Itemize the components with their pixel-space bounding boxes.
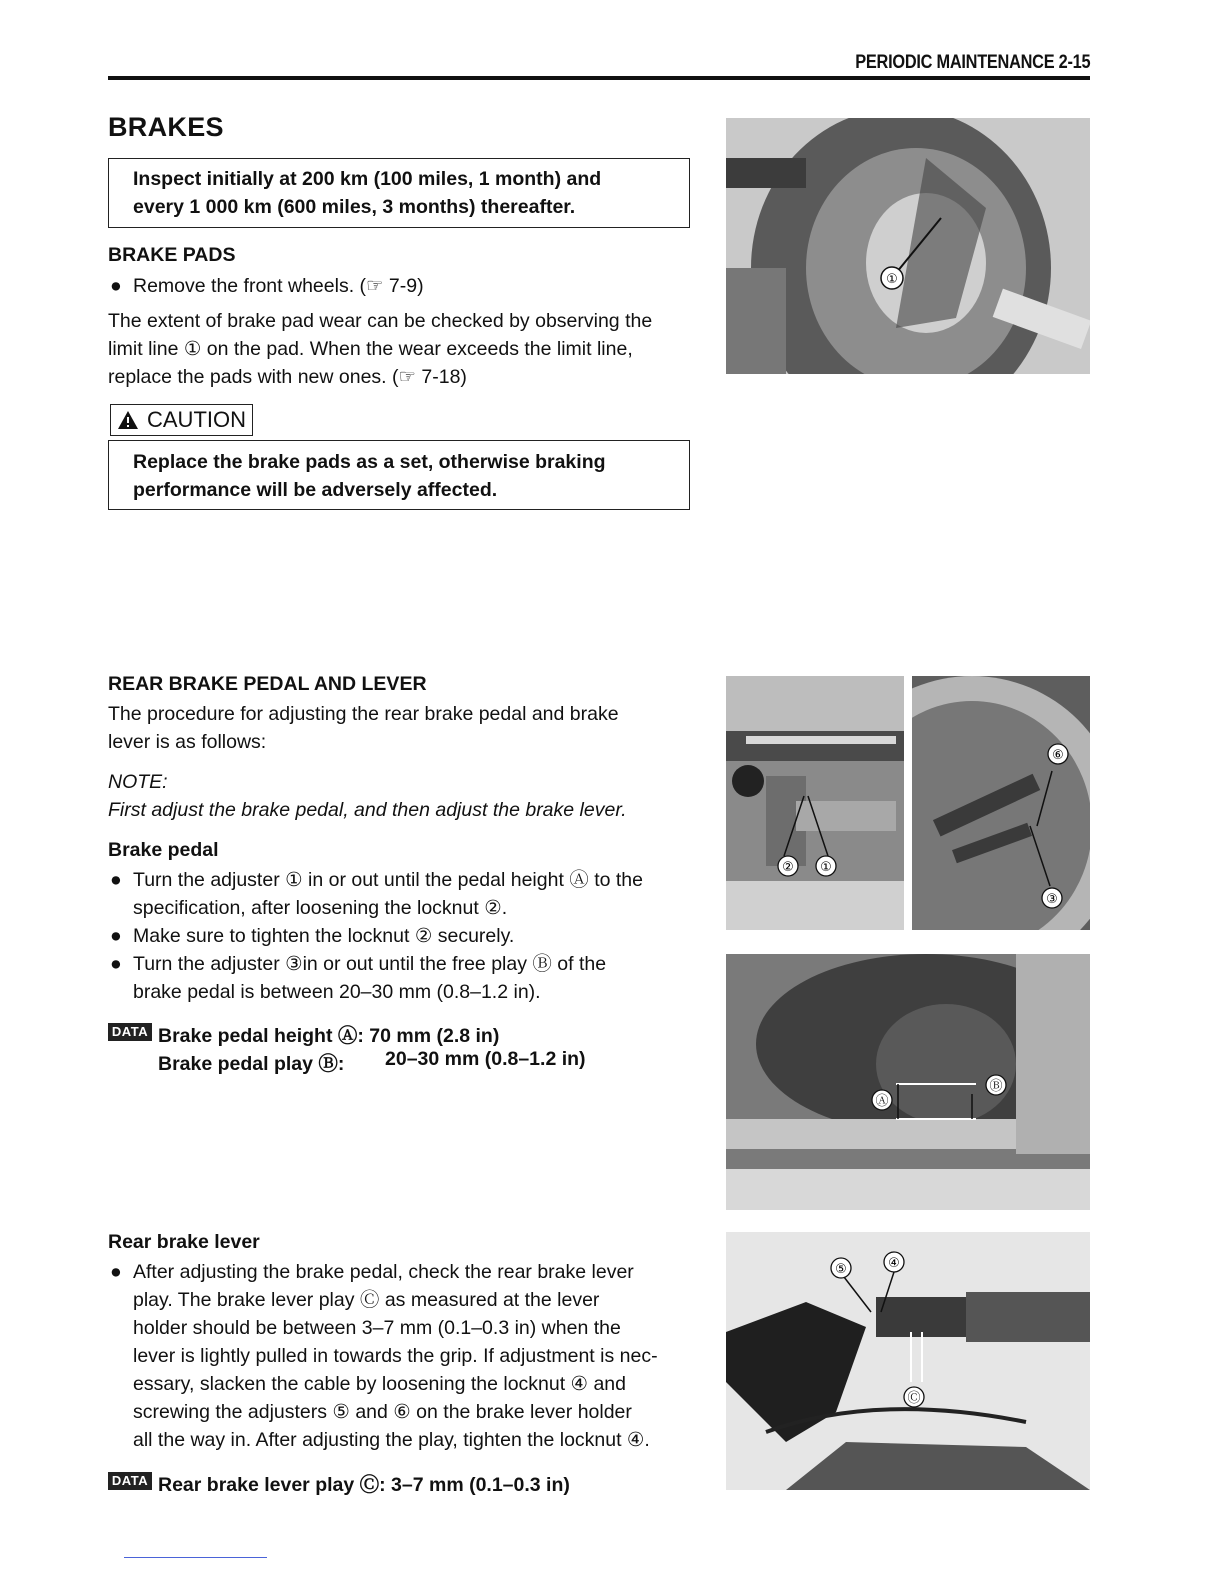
pedal-adjuster-photo — [726, 676, 904, 930]
warning-triangle-icon — [117, 410, 139, 430]
photo4-callout-b: Ⓑ — [989, 1079, 1003, 1094]
photo4-callout-a: Ⓐ — [875, 1094, 889, 1109]
bullet-dot: ● — [110, 1261, 122, 1283]
photo3-callout-3: ③ — [1046, 892, 1058, 907]
pedal-bullet-1-line-2: specification, after loosening the locknut ②. — [133, 897, 508, 919]
pedal-height-spec: Brake pedal height Ⓐ: 70 mm (2.8 in) — [158, 1025, 500, 1047]
pedal-bullet-2 — [108, 922, 690, 950]
photo3-callout-6: ⑥ — [1052, 748, 1064, 763]
rear-intro-2: lever is as follows: — [108, 731, 267, 753]
inspect-box — [108, 158, 690, 228]
brake-pads-heading: BRAKE PADS — [108, 244, 236, 266]
rear-drum-photo — [912, 676, 1090, 930]
brake-pads-bullet — [108, 272, 690, 300]
brake-pads-para-2: limit line ① on the pad. When the wear exceeds the limit line, — [108, 338, 633, 360]
rear-heading: REAR BRAKE PEDAL AND LEVER — [108, 673, 427, 695]
inspect-line-2: every 1 000 km (600 miles, 3 months) thereafter. — [133, 196, 576, 218]
lever-line-3: holder should be between 3–7 mm (0.1–0.3 in) when the — [133, 1317, 621, 1339]
pedal-bullet-3-line-2: brake pedal is between 20–30 mm (0.8–1.2 in). — [133, 981, 541, 1003]
lever-line-5: essary, slacken the cable by loosening the locknut ④ and — [133, 1373, 626, 1395]
header-rule — [108, 76, 1090, 80]
photo2-callout-2: ② — [782, 860, 794, 875]
brake-lever-photo — [726, 1232, 1090, 1490]
inspect-line-1: Inspect initially at 200 km (100 miles, 1 month) and — [133, 168, 602, 190]
caution-label-box — [110, 404, 253, 436]
photo5-callout-4: ④ — [888, 1256, 900, 1271]
lever-line-4: lever is lightly pulled in towards the grip. If adjustment is nec- — [133, 1345, 658, 1367]
section-title: BRAKES — [108, 112, 224, 142]
brake-pads-para-1: The extent of brake pad wear can be checked by observing the — [108, 310, 653, 332]
photo1-callout-1: ① — [886, 272, 898, 287]
caution-line-2: performance will be adversely affected. — [133, 479, 498, 501]
footer-underline — [124, 1557, 267, 1558]
photo2-callout-1: ① — [820, 860, 832, 875]
bullet-dot: ● — [110, 925, 122, 947]
page-header-title: PERIODIC MAINTENANCE 2-15 — [854, 52, 1090, 73]
pedal-bullet-1 — [108, 866, 690, 922]
data-tag-icon: DATA — [108, 1472, 152, 1490]
front-brake-photo — [726, 118, 1090, 374]
bullet-dot: ● — [110, 869, 122, 891]
pedal-play-spec-label: Brake pedal play Ⓑ: — [158, 1053, 345, 1075]
photo5-callout-c: Ⓒ — [907, 1391, 921, 1406]
pedal-bullet-2-text: Make sure to tighten the locknut ② securely. — [133, 925, 515, 947]
note-text: First adjust the brake pedal, and then adjust the brake lever. — [108, 799, 627, 821]
bullet-dot: ● — [110, 275, 122, 297]
caution-label: CAUTION — [147, 407, 246, 432]
lever-line-1: After adjusting the brake pedal, check the rear brake lever — [133, 1261, 634, 1283]
caution-line-1: Replace the brake pads as a set, otherwise braking — [133, 451, 606, 473]
lever-play-spec: Rear brake lever play Ⓒ: 3–7 mm (0.1–0.3 in) — [158, 1474, 570, 1496]
pedal-bullet-3 — [108, 950, 690, 1006]
caution-box — [108, 440, 690, 510]
pedal-bullet-1-line-1: Turn the adjuster ① in or out until the pedal height Ⓐ to the — [133, 869, 643, 891]
brake-pads-bullet-text: Remove the front wheels. (☞ 7-9) — [133, 275, 424, 297]
pedal-play-spec-value: 20–30 mm (0.8–1.2 in) — [385, 1048, 586, 1070]
pedal-height-photo — [726, 954, 1090, 1210]
lever-line-6: screwing the adjusters ⑤ and ⑥ on the brake lever holder — [133, 1401, 632, 1423]
photo5-callout-5: ⑤ — [835, 1262, 847, 1277]
lever-line-7: all the way in. After adjusting the play, tighten the locknut ④. — [133, 1429, 650, 1451]
brake-pedal-heading: Brake pedal — [108, 839, 219, 861]
data-tag-icon: DATA — [108, 1023, 152, 1041]
brake-pads-para-3: replace the pads with new ones. (☞ 7-18) — [108, 366, 467, 388]
rear-intro-1: The procedure for adjusting the rear brake pedal and brake — [108, 703, 619, 725]
lever-line-2: play. The brake lever play Ⓒ as measured at the lever — [133, 1289, 600, 1311]
note-label: NOTE: — [108, 771, 168, 793]
page-header — [108, 52, 1090, 78]
bullet-dot: ● — [110, 953, 122, 975]
rear-lever-heading: Rear brake lever — [108, 1231, 260, 1253]
pedal-bullet-3-line-1: Turn the adjuster ③in or out until the free play Ⓑ of the — [133, 953, 607, 975]
lever-bullet — [108, 1258, 690, 1454]
